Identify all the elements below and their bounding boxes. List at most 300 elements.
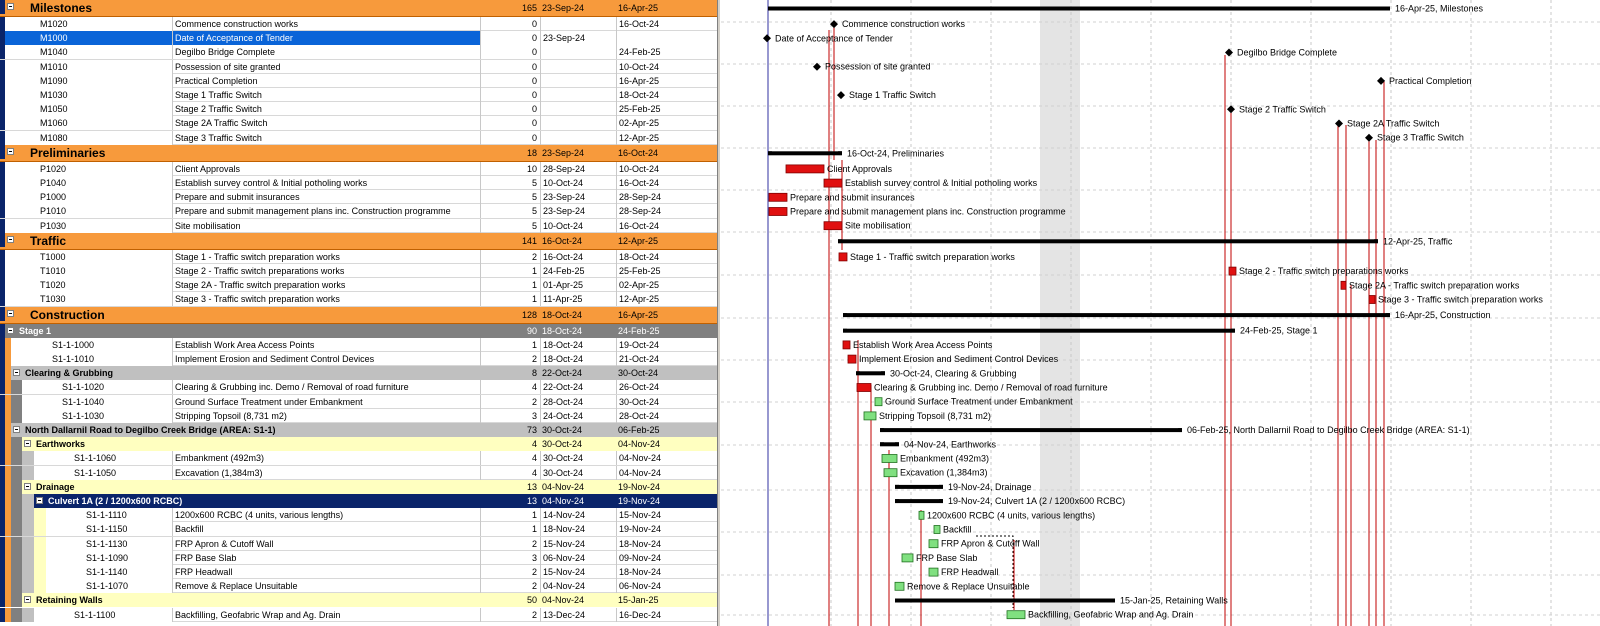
start-date-cell[interactable]: 28-Sep-24 — [540, 162, 616, 176]
start-date-cell[interactable]: 16-Oct-24 — [540, 250, 616, 264]
duration-cell[interactable]: 8 — [531, 368, 537, 379]
nav-strip — [11, 451, 22, 465]
finish-date-cell[interactable]: 10-Oct-24 — [616, 162, 717, 176]
start-date-cell[interactable]: 24-Feb-25 — [540, 264, 616, 278]
start-date-cell[interactable]: 22-Oct-24 — [542, 368, 583, 379]
activity-id[interactable]: M1090 — [5, 74, 172, 88]
duration-cell[interactable]: 2 — [480, 537, 540, 551]
finish-date-cell[interactable]: 04-Nov-24 — [616, 466, 717, 480]
group-title: Culvert 1A (2 / 1200x600 RCBC) — [48, 496, 183, 506]
nav-strip — [22, 522, 34, 536]
activity-id[interactable]: S1-1-1050 — [34, 466, 172, 480]
activity-description[interactable]: Date of Acceptance of Tender — [172, 31, 480, 45]
bar-label: Stage 2A Traffic Switch — [1347, 118, 1440, 129]
duration-cell[interactable]: 2 — [480, 250, 540, 264]
duration-cell[interactable]: 4 — [531, 439, 537, 450]
duration-cell[interactable]: 0 — [480, 102, 540, 116]
group-row[interactable] — [0, 324, 717, 338]
duration-cell[interactable]: 1 — [480, 508, 540, 522]
collapse-toggle-icon[interactable] — [13, 426, 20, 433]
finish-date-cell[interactable]: 16-Apr-25 — [618, 3, 659, 13]
start-date-cell[interactable]: 15-Nov-24 — [540, 565, 616, 579]
start-date-cell[interactable]: 10-Oct-24 — [540, 176, 616, 190]
activity-description[interactable]: Stage 1 - Traffic switch preparation works — [172, 250, 480, 264]
task-bar — [848, 355, 856, 363]
start-date-cell[interactable]: 30-Oct-24 — [540, 466, 616, 480]
activity-id[interactable]: T1010 — [5, 264, 172, 278]
activity-description[interactable]: Stage 2A - Traffic switch preparation works — [172, 278, 480, 292]
activity-description[interactable]: 1200x600 RCBC (4 units, various lengths) — [172, 508, 480, 522]
activity-description[interactable]: FRP Apron & Cutoff Wall — [172, 537, 480, 551]
activity-description[interactable]: Commence construction works — [172, 17, 480, 31]
duration-cell[interactable]: 5 — [480, 190, 540, 204]
task-bar — [1229, 267, 1236, 275]
group-row[interactable] — [0, 307, 717, 324]
duration-cell[interactable]: 13 — [526, 496, 537, 506]
table-row[interactable] — [0, 565, 717, 579]
activity-id[interactable]: M1000 — [5, 31, 172, 45]
table-row[interactable] — [0, 451, 717, 465]
activity-id[interactable]: M1010 — [5, 60, 172, 74]
table-row[interactable] — [0, 352, 717, 366]
activity-description[interactable]: Establish Work Area Access Points — [172, 338, 480, 352]
table-row[interactable] — [0, 17, 717, 31]
duration-cell[interactable]: 2 — [480, 395, 540, 409]
collapse-toggle-icon[interactable] — [24, 596, 31, 603]
activity-description[interactable]: FRP Base Slab — [172, 551, 480, 565]
bar-label: Stripping Topsoil (8,731 m2) — [879, 410, 991, 421]
duration-cell[interactable]: 0 — [480, 88, 540, 102]
table-row[interactable] — [0, 102, 717, 116]
table-row[interactable] — [0, 219, 717, 233]
collapse-toggle-icon[interactable] — [7, 236, 14, 243]
table-row[interactable] — [0, 74, 717, 88]
activity-description[interactable]: Stage 2 Traffic Switch — [172, 102, 480, 116]
summary-bar — [895, 599, 1115, 603]
duration-cell[interactable]: 165 — [521, 3, 537, 13]
task-bar — [875, 398, 882, 406]
activity-description[interactable]: Possession of site granted — [172, 60, 480, 74]
start-date-cell[interactable]: 30-Oct-24 — [542, 439, 583, 450]
activity-description[interactable]: Backfilling, Geofabric Wrap and Ag. Drain — [172, 608, 480, 622]
nav-strip — [22, 608, 34, 622]
start-date-cell[interactable] — [540, 45, 616, 59]
start-date-cell[interactable]: 06-Nov-24 — [540, 551, 616, 565]
start-date-cell[interactable]: 04-Nov-24 — [542, 481, 585, 492]
duration-cell[interactable]: 2 — [480, 352, 540, 366]
milestone-diamond — [837, 91, 845, 99]
activity-id[interactable]: S1-1-1130 — [46, 537, 172, 551]
group-row[interactable] — [0, 437, 717, 451]
table-row[interactable] — [0, 250, 717, 264]
activity-description[interactable]: Stripping Topsoil (8,731 m2) — [172, 409, 480, 423]
activity-id[interactable]: M1080 — [5, 131, 172, 145]
table-row[interactable] — [0, 190, 717, 204]
bar-label: Stage 3 - Traffic switch preparation works — [1378, 294, 1543, 305]
activity-id[interactable]: S1-1-1020 — [22, 380, 172, 394]
activity-id[interactable]: P1040 — [5, 176, 172, 190]
duration-cell[interactable]: 50 — [526, 595, 537, 606]
activity-description[interactable]: Remove & Replace Unsuitable — [172, 579, 480, 593]
duration-cell[interactable]: 5 — [480, 219, 540, 233]
group-row[interactable] — [0, 145, 717, 162]
bar-label: Prepare and submit management plans inc. Construction programme — [790, 206, 1066, 217]
finish-date-cell[interactable]: 16-Oct-24 — [616, 176, 717, 190]
duration-cell[interactable]: 3 — [480, 409, 540, 423]
activity-id[interactable]: T1020 — [5, 278, 172, 292]
activity-id[interactable]: S1-1-1040 — [22, 395, 172, 409]
table-row[interactable] — [0, 338, 717, 352]
collapse-toggle-icon[interactable] — [13, 369, 20, 376]
duration-cell[interactable]: 1 — [480, 292, 540, 306]
activity-description[interactable]: Stage 1 Traffic Switch — [172, 88, 480, 102]
finish-date-cell[interactable]: 19-Nov-24 — [618, 481, 661, 492]
activity-description[interactable]: Stage 2A Traffic Switch — [172, 116, 480, 130]
finish-date-cell[interactable]: 28-Sep-24 — [616, 190, 717, 204]
collapse-toggle-icon[interactable] — [7, 148, 14, 155]
duration-cell[interactable]: 18 — [526, 147, 537, 158]
group-row[interactable] — [0, 494, 717, 508]
table-row[interactable] — [0, 204, 717, 218]
table-row[interactable] — [0, 176, 717, 190]
table-row[interactable] — [0, 579, 717, 593]
bar-label: Excavation (1,384m3) — [900, 467, 988, 478]
start-date-cell[interactable]: 28-Oct-24 — [540, 395, 616, 409]
duration-cell[interactable]: 90 — [526, 325, 537, 336]
start-date-cell[interactable] — [540, 102, 616, 116]
activity-description[interactable]: Establish survey control & Initial potholing works — [172, 176, 480, 190]
nav-strip — [22, 451, 34, 465]
start-date-cell[interactable]: 23-Sep-24 — [540, 31, 616, 45]
table-row[interactable] — [0, 31, 717, 45]
start-date-cell[interactable] — [540, 131, 616, 145]
duration-cell[interactable]: 1 — [480, 278, 540, 292]
duration-cell[interactable]: 10 — [480, 162, 540, 176]
group-title: Drainage — [36, 481, 75, 492]
activity-description[interactable]: Implement Erosion and Sediment Control Devices — [172, 352, 480, 366]
summary-bar — [880, 428, 1182, 432]
task-bar — [934, 526, 940, 534]
activity-description[interactable]: Clearing & Grubbing inc. Demo / Removal of road furniture — [172, 380, 480, 394]
table-row[interactable] — [0, 116, 717, 130]
finish-date-cell[interactable]: 16-Apr-25 — [618, 309, 659, 320]
start-date-cell[interactable] — [540, 116, 616, 130]
start-date-cell[interactable] — [540, 74, 616, 88]
nav-strip — [11, 522, 22, 536]
start-date-cell[interactable] — [540, 60, 616, 74]
activity-id[interactable]: S1-1-1110 — [46, 508, 172, 522]
start-date-cell[interactable] — [540, 17, 616, 31]
table-row[interactable] — [0, 131, 717, 145]
finish-date-cell[interactable]: 30-Oct-24 — [616, 395, 717, 409]
task-bar — [857, 384, 871, 392]
summary-bar — [838, 239, 1378, 243]
task-bar — [902, 554, 913, 562]
table-row[interactable] — [0, 60, 717, 74]
collapse-toggle-icon[interactable] — [7, 327, 14, 334]
summary-bar — [895, 485, 943, 489]
activity-description[interactable]: Practical Completion — [172, 74, 480, 88]
activity-description[interactable]: Client Approvals — [172, 162, 480, 176]
summary-bar — [856, 371, 885, 375]
activity-id[interactable]: S1-1-1140 — [46, 565, 172, 579]
start-date-cell[interactable]: 04-Nov-24 — [542, 496, 585, 506]
group-title: Clearing & Grubbing — [25, 368, 114, 379]
nav-strip — [11, 494, 22, 508]
group-title: Milestones — [30, 1, 93, 15]
activity-id[interactable]: P1000 — [5, 190, 172, 204]
activity-description[interactable]: Stage 2 - Traffic switch preparations works — [172, 264, 480, 278]
finish-date-cell[interactable]: 15-Jan-25 — [618, 595, 659, 606]
start-date-cell[interactable]: 18-Oct-24 — [542, 325, 583, 336]
finish-date-cell[interactable]: 16-Apr-25 — [616, 74, 717, 88]
table-row[interactable] — [0, 162, 717, 176]
finish-date-cell[interactable]: 18-Oct-24 — [616, 250, 717, 264]
finish-date-cell[interactable]: 28-Oct-24 — [616, 409, 717, 423]
table-row[interactable] — [0, 537, 717, 551]
activity-description[interactable]: Stage 3 - Traffic switch preparation works — [172, 292, 480, 306]
nav-strip — [11, 565, 22, 579]
activity-id[interactable]: P1010 — [5, 204, 172, 218]
activity-id[interactable]: S1-1-1000 — [11, 338, 172, 352]
duration-cell[interactable]: 0 — [480, 31, 540, 45]
collapse-toggle-icon[interactable] — [7, 310, 14, 317]
start-date-cell[interactable]: 01-Apr-25 — [540, 278, 616, 292]
finish-date-cell[interactable]: 25-Feb-25 — [616, 102, 717, 116]
finish-date-cell[interactable]: 18-Nov-24 — [616, 537, 717, 551]
duration-cell[interactable]: 0 — [480, 131, 540, 145]
finish-date-cell[interactable]: 15-Nov-24 — [616, 508, 717, 522]
nav-strip — [11, 579, 22, 593]
start-date-cell[interactable]: 04-Nov-24 — [542, 595, 585, 606]
activity-description[interactable]: Site mobilisation — [172, 219, 480, 233]
start-date-cell[interactable]: 13-Dec-24 — [540, 608, 616, 622]
start-date-cell[interactable]: 10-Oct-24 — [540, 219, 616, 233]
table-row[interactable] — [0, 45, 717, 59]
duration-cell[interactable]: 1 — [480, 338, 540, 352]
group-row[interactable] — [0, 0, 717, 17]
duration-cell[interactable]: 1 — [480, 522, 540, 536]
table-row[interactable] — [0, 292, 717, 306]
table-row[interactable] — [0, 409, 717, 423]
table-row[interactable] — [0, 608, 717, 622]
duration-cell[interactable]: 0 — [480, 74, 540, 88]
finish-date-cell[interactable]: 06-Feb-25 — [618, 425, 660, 435]
duration-cell[interactable]: 2 — [480, 565, 540, 579]
activity-id[interactable]: M1030 — [5, 88, 172, 102]
start-date-cell[interactable]: 16-Oct-24 — [542, 235, 583, 246]
bar-label: Prepare and submit insurances — [790, 192, 915, 203]
nav-strip — [11, 409, 22, 423]
start-date-cell[interactable] — [540, 88, 616, 102]
start-date-cell[interactable]: 23-Sep-24 — [542, 3, 585, 13]
duration-cell[interactable]: 3 — [480, 551, 540, 565]
activity-id[interactable]: M1060 — [5, 116, 172, 130]
duration-cell[interactable]: 128 — [521, 309, 537, 320]
summary-bar — [843, 313, 1390, 317]
finish-date-cell[interactable]: 04-Nov-24 — [616, 451, 717, 465]
table-row[interactable] — [0, 551, 717, 565]
finish-date-cell[interactable]: 25-Feb-25 — [616, 264, 717, 278]
activity-description[interactable]: Prepare and submit insurances — [172, 190, 480, 204]
duration-cell[interactable]: 5 — [480, 176, 540, 190]
activity-id[interactable]: S1-1-1010 — [11, 352, 172, 366]
activity-description[interactable]: Stage 3 Traffic Switch — [172, 131, 480, 145]
summary-bar — [843, 329, 1235, 333]
start-date-cell[interactable]: 23-Sep-24 — [540, 190, 616, 204]
start-date-cell[interactable]: 18-Oct-24 — [542, 309, 583, 320]
finish-date-cell[interactable]: 19-Oct-24 — [616, 338, 717, 352]
duration-cell[interactable]: 13 — [526, 481, 537, 492]
duration-cell[interactable]: 2 — [480, 579, 540, 593]
collapse-toggle-icon[interactable] — [36, 497, 43, 504]
finish-date-cell[interactable] — [616, 31, 717, 45]
finish-date-cell[interactable]: 18-Nov-24 — [616, 565, 717, 579]
table-row[interactable] — [0, 88, 717, 102]
finish-date-cell[interactable]: 16-Oct-24 — [616, 17, 717, 31]
activity-id[interactable]: M1050 — [5, 102, 172, 116]
bar-label: 06-Feb-25, North Dallarnil Road to Degilbo Creek Bridge (AREA: S1-1) — [1187, 425, 1470, 436]
start-date-cell[interactable]: 04-Nov-24 — [540, 579, 616, 593]
duration-cell[interactable]: 4 — [480, 451, 540, 465]
activity-id[interactable]: M1040 — [5, 45, 172, 59]
duration-cell[interactable]: 4 — [480, 380, 540, 394]
start-date-cell[interactable]: 30-Oct-24 — [540, 451, 616, 465]
group-row[interactable] — [0, 480, 717, 494]
finish-date-cell[interactable]: 16-Dec-24 — [616, 608, 717, 622]
duration-cell[interactable]: 2 — [480, 608, 540, 622]
activity-description[interactable]: Degilbo Bridge Complete — [172, 45, 480, 59]
activity-id[interactable]: M1020 — [5, 17, 172, 31]
finish-date-cell[interactable]: 12-Apr-25 — [616, 131, 717, 145]
table-row[interactable] — [0, 380, 717, 394]
finish-date-cell[interactable]: 10-Oct-24 — [616, 60, 717, 74]
start-date-cell[interactable]: 15-Nov-24 — [540, 537, 616, 551]
table-row[interactable] — [0, 264, 717, 278]
collapse-toggle-icon[interactable] — [24, 440, 31, 447]
activity-id[interactable]: T1000 — [5, 250, 172, 264]
activity-id[interactable]: S1-1-1030 — [22, 409, 172, 423]
bar-label: 16-Apr-25, Milestones — [1395, 3, 1484, 14]
nav-strip — [34, 551, 46, 565]
duration-cell[interactable]: 0 — [480, 60, 540, 74]
activity-description[interactable]: Excavation (1,384m3) — [172, 466, 480, 480]
table-row[interactable] — [0, 278, 717, 292]
bar-label: Remove & Replace Unsuitable — [907, 581, 1030, 592]
task-bar — [929, 540, 938, 548]
bar-label: Ground Surface Treatment under Embankment — [885, 396, 1073, 407]
start-date-cell[interactable]: 18-Nov-24 — [540, 522, 616, 536]
finish-date-cell[interactable]: 16-Oct-24 — [618, 147, 659, 158]
collapse-toggle-icon[interactable] — [7, 3, 14, 10]
start-date-cell[interactable]: 14-Nov-24 — [540, 508, 616, 522]
finish-date-cell[interactable]: 12-Apr-25 — [616, 292, 717, 306]
milestone-diamond — [763, 34, 771, 42]
group-row[interactable] — [0, 366, 717, 380]
group-row[interactable] — [0, 233, 717, 250]
start-date-cell[interactable]: 18-Oct-24 — [540, 352, 616, 366]
activity-description[interactable]: Prepare and submit management plans inc. Construction programme — [172, 204, 480, 218]
finish-date-cell[interactable]: 02-Apr-25 — [616, 116, 717, 130]
duration-cell[interactable]: 141 — [521, 235, 537, 246]
duration-cell[interactable]: 0 — [480, 116, 540, 130]
finish-date-cell[interactable]: 06-Nov-24 — [616, 579, 717, 593]
bar-label: Stage 1 - Traffic switch preparation works — [850, 251, 1015, 262]
summary-bar — [895, 499, 943, 503]
start-date-cell[interactable]: 30-Oct-24 — [542, 425, 583, 435]
start-date-cell[interactable]: 23-Sep-24 — [540, 204, 616, 218]
table-row[interactable] — [0, 395, 717, 409]
activity-id[interactable]: T1030 — [5, 292, 172, 306]
activity-id[interactable]: S1-1-1090 — [46, 551, 172, 565]
finish-date-cell[interactable]: 28-Sep-24 — [616, 204, 717, 218]
finish-date-cell[interactable]: 24-Feb-25 — [618, 325, 660, 336]
bar-label: Degilbo Bridge Complete — [1237, 47, 1338, 58]
start-date-cell[interactable]: 22-Oct-24 — [540, 380, 616, 394]
task-bar — [843, 341, 850, 349]
collapse-toggle-icon[interactable] — [24, 483, 31, 490]
activity-id[interactable]: S1-1-1150 — [46, 522, 172, 536]
finish-date-cell[interactable]: 19-Nov-24 — [618, 496, 661, 506]
finish-date-cell[interactable]: 30-Oct-24 — [618, 368, 659, 379]
finish-date-cell[interactable]: 24-Feb-25 — [616, 45, 717, 59]
group-row[interactable] — [0, 423, 717, 437]
start-date-cell[interactable]: 18-Oct-24 — [540, 338, 616, 352]
table-row[interactable] — [0, 466, 717, 480]
bar-label: 15-Jan-25, Retaining Walls — [1120, 595, 1228, 606]
finish-date-cell[interactable]: 16-Oct-24 — [616, 219, 717, 233]
start-date-cell[interactable]: 24-Oct-24 — [540, 409, 616, 423]
start-date-cell[interactable]: 11-Apr-25 — [540, 292, 616, 306]
group-row[interactable] — [0, 593, 717, 607]
finish-date-cell[interactable]: 18-Oct-24 — [616, 88, 717, 102]
finish-date-cell[interactable]: 09-Nov-24 — [616, 551, 717, 565]
duration-cell[interactable]: 0 — [480, 45, 540, 59]
activity-description[interactable]: Embankment (492m3) — [172, 451, 480, 465]
finish-date-cell[interactable]: 26-Oct-24 — [616, 380, 717, 394]
finish-date-cell[interactable]: 02-Apr-25 — [616, 278, 717, 292]
table-row[interactable] — [0, 522, 717, 536]
duration-cell[interactable]: 5 — [480, 204, 540, 218]
activity-id[interactable]: S1-1-1100 — [34, 608, 172, 622]
bar-label: FRP Apron & Cutoff Wall — [941, 538, 1040, 549]
duration-cell[interactable]: 1 — [480, 264, 540, 278]
activity-id[interactable]: P1030 — [5, 219, 172, 233]
activity-id[interactable]: S1-1-1070 — [46, 579, 172, 593]
task-bar — [882, 455, 897, 463]
nav-strip — [34, 565, 46, 579]
finish-date-cell[interactable]: 19-Nov-24 — [616, 522, 717, 536]
activity-description[interactable]: Ground Surface Treatment under Embankment — [172, 395, 480, 409]
activity-id[interactable]: P1020 — [5, 162, 172, 176]
start-date-cell[interactable]: 23-Sep-24 — [542, 147, 585, 158]
activity-description[interactable]: FRP Headwall — [172, 565, 480, 579]
finish-date-cell[interactable]: 21-Oct-24 — [616, 352, 717, 366]
finish-date-cell[interactable]: 04-Nov-24 — [618, 439, 661, 450]
task-bar — [839, 253, 847, 261]
activity-id[interactable]: S1-1-1060 — [34, 451, 172, 465]
nav-strip — [11, 551, 22, 565]
duration-cell[interactable]: 73 — [526, 425, 537, 435]
duration-cell[interactable]: 0 — [480, 17, 540, 31]
table-row[interactable] — [0, 508, 717, 522]
task-bar — [824, 222, 842, 230]
group-title: Stage 1 — [19, 325, 52, 336]
activity-description[interactable]: Backfill — [172, 522, 480, 536]
duration-cell[interactable]: 4 — [480, 466, 540, 480]
bar-label: FRP Headwall — [941, 567, 999, 578]
finish-date-cell[interactable]: 12-Apr-25 — [618, 235, 659, 246]
